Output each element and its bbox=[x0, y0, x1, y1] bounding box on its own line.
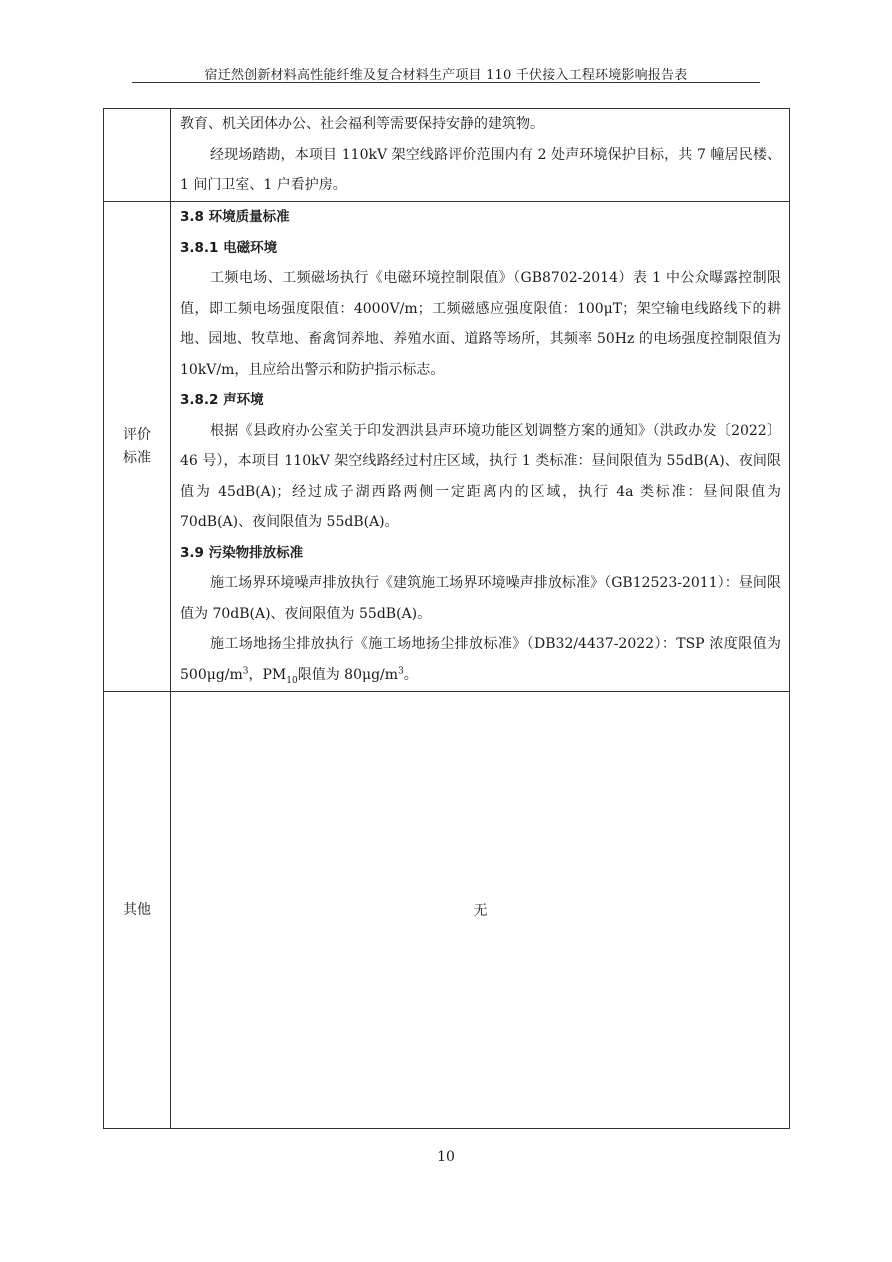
dust-text-d: 。 bbox=[403, 666, 418, 683]
row-content-other: 无 bbox=[171, 692, 790, 1129]
paragraph-noise-standard: 根据《县政府办公室关于印发泗洪县声环境功能区划调整方案的通知》（洪政办发〔2022〕46 号），本项目 110kV 架空线路经过村庄区域，执行 1 类标准：昼间限值为 55dB(A)、夜间限值为 45dB(A)；经过成子湖西路两侧一定距离内的区域，执行 4a 类标准：昼间限值为 70dB(A)、夜间限值为 55dB(A)。 bbox=[180, 422, 781, 530]
dust-text-a: 施工场地扬尘排放执行《施工场地扬尘排放标准》（DB32/4437-2022）：TSP 浓度限值为 500μg/m bbox=[180, 636, 781, 683]
dust-text-b: ，PM bbox=[248, 666, 287, 683]
row-label-other: 其他 bbox=[104, 692, 171, 1129]
row-label-evaluation-standards bbox=[104, 202, 171, 692]
page-number: 10 bbox=[437, 1149, 455, 1165]
dust-sub-b: 10 bbox=[286, 675, 298, 686]
row-content-protection-targets bbox=[171, 109, 790, 202]
header-rule bbox=[132, 82, 760, 83]
paragraph-buildings: 教育、机关团体办公、社会福利等需要保持安静的建筑物。 bbox=[180, 116, 544, 132]
table-row bbox=[104, 109, 790, 202]
table-row bbox=[104, 692, 790, 1129]
label-evaluation-standards: 评价标准 bbox=[123, 426, 151, 466]
dust-text-c: 限值为 80μg/m bbox=[297, 666, 399, 683]
heading-3-9: 3.9 污染物排放标准 bbox=[180, 544, 304, 561]
dust-sup-a: 3 bbox=[242, 665, 249, 676]
row-content-evaluation-standards bbox=[171, 202, 790, 692]
heading-3-8-1: 3.8.1 电磁环境 bbox=[180, 239, 278, 256]
heading-3-8-2: 3.8.2 声环境 bbox=[180, 392, 264, 408]
table-row bbox=[104, 202, 790, 692]
paragraph-dust-emission bbox=[180, 629, 781, 690]
heading-3-8: 3.8 环境质量标准 bbox=[180, 209, 290, 225]
report-table bbox=[103, 108, 790, 1129]
paragraph-survey: 经现场踏勘，本项目 110kV 架空线路评价范围内有 2 处声环境保护目标，共 7 幢居民楼、1 间门卫室、1 户看护房。 bbox=[180, 146, 781, 193]
report-header-title: 宿迁然创新材料高性能纤维及复合材料生产项目 110 千伏接入工程环境影响报告表 bbox=[204, 68, 688, 83]
paragraph-construction-noise: 施工场界环境噪声排放执行《建筑施工场界环境噪声排放标准》（GB12523-2011）：昼间限值为 70dB(A)、夜间限值为 55dB(A)。 bbox=[180, 575, 781, 622]
paragraph-electromagnetic: 工频电场、工频磁场执行《电磁环境控制限值》（GB8702-2014）表 1 中公众曝露控制限值，即工频电场强度限值：4000V/m；工频磁感应强度限值：100μT；架空输电线路线下的耕地、园地、牧草地、畜禽饲养地、养殖水面、道路等场所，其频率 50Hz 的电场强度控制限值为 10kV/m，且应给出警示和防护指示标志。 bbox=[180, 270, 781, 378]
row-label-empty bbox=[104, 109, 171, 202]
dust-sup-c: 3 bbox=[398, 665, 404, 676]
